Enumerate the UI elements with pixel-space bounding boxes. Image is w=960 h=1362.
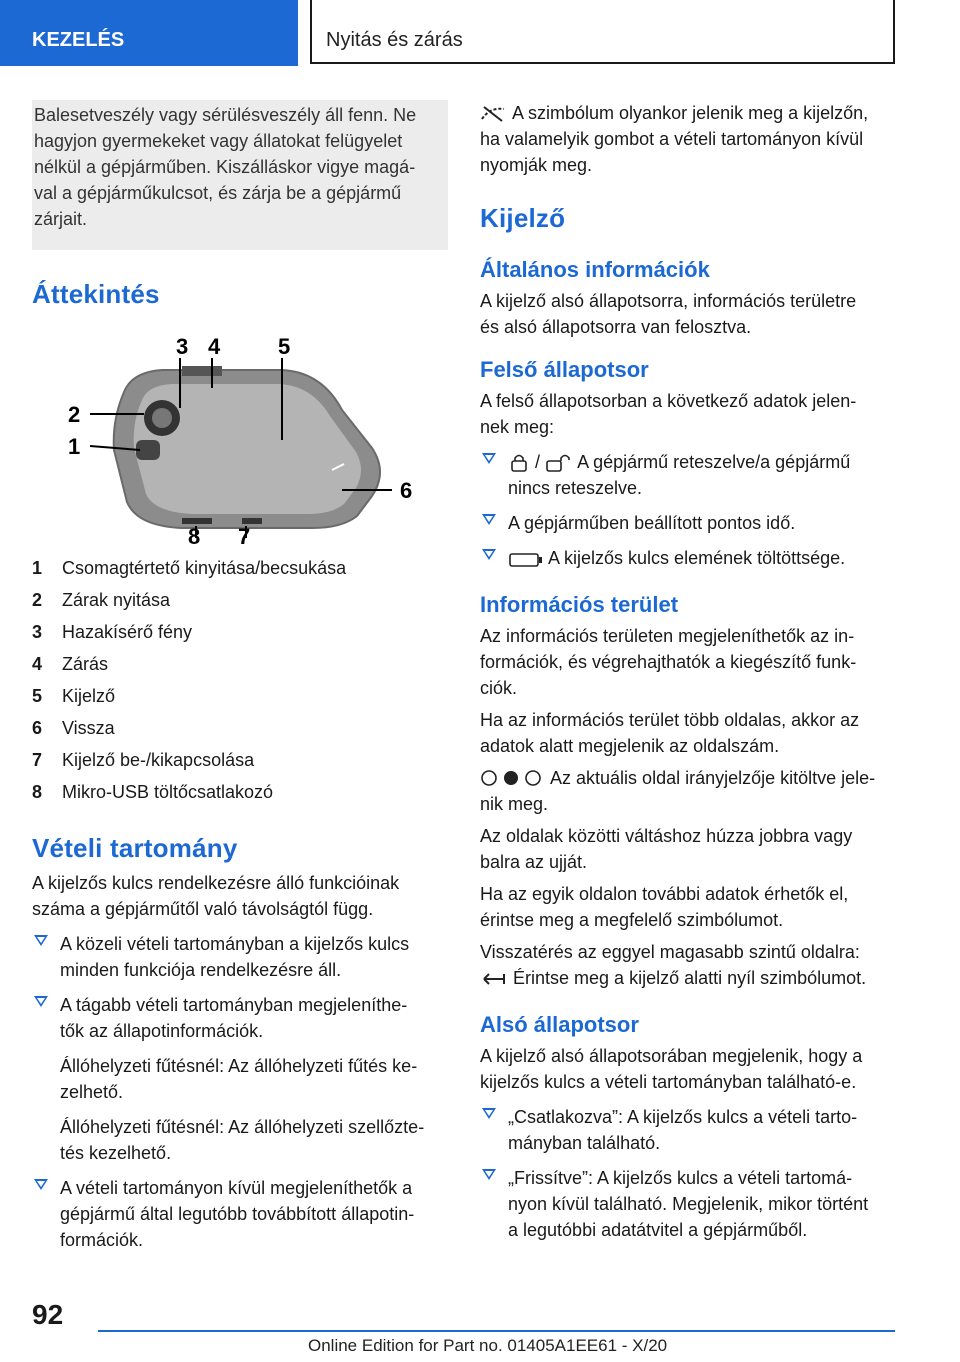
bullet-triangle-icon — [482, 1108, 496, 1119]
warning-line: Balesetveszély vagy sérülésveszély áll fenn. Ne — [34, 105, 417, 125]
page-indicator-icon — [480, 768, 546, 788]
top-bar-heading: Felső állapotsor — [480, 357, 649, 382]
bottom-bar-text: A kijelző alsó állapotsorában megjelenik, hogy a kijelzős kulcs a vételi tartományban található-e. — [480, 1046, 863, 1092]
key-figure — [32, 330, 448, 549]
warning-line: zárjait. — [34, 209, 88, 229]
legend-item — [32, 776, 448, 808]
bullet-triangle-icon — [34, 996, 48, 1007]
list-item: A közeli vételi tartományban a kijelzős kulcs minden funkciója rendelkezésre áll. — [32, 931, 448, 983]
info-text: Ha az egyik oldalon további adatok érhetők el, érintse meg a megfelelő szimbólumot. — [480, 884, 849, 930]
edition-footer: Online Edition for Part no. 01405A1EE61 - X/20 — [308, 1336, 668, 1355]
battery-icon — [508, 552, 544, 568]
legend-text: Mikro-USB töltőcsatlakozó — [62, 782, 274, 802]
list-item: A tágabb vételi tartományban megjeleníthe- tők az állapotinformációk. Állóhelyzeti fűtésnél: Az állóhelyzeti fűtés ke- zelhető. Állóhelyzeti fűtésnél: Az állóhelyzeti szellőzte- tés kezelhető. — [32, 992, 448, 1166]
bottom-bar-heading: Alsó állapotsor — [480, 1012, 639, 1037]
warning-line: hagyjon gyermekeket vagy állatokat felügyelet — [34, 131, 403, 151]
info-text: Az oldalak közötti váltáshoz húzza jobbra vagy balra az ujját. — [480, 826, 853, 872]
page-number: 92 — [32, 1299, 64, 1330]
list-subtext: Állóhelyzeti fűtésnél: Az állóhelyzeti fűtés ke- zelhető. — [60, 1056, 418, 1102]
range-intro: A kijelzős kulcs rendelkezésre álló funkcióinak száma a gépjárműtől való távolságtól függ. — [32, 873, 400, 919]
legend-number: 3 — [32, 622, 43, 642]
callout-6: 6 — [400, 478, 413, 503]
callout-8: 8 — [188, 524, 201, 549]
section-title: Nyitás és zárás — [310, 0, 895, 64]
callout-5: 5 — [278, 334, 291, 359]
bullet-triangle-icon — [482, 514, 496, 525]
legend-text: Csomagtértető kinyitása/becsukása — [62, 558, 347, 578]
legend-text: Hazakísérő fény — [62, 622, 193, 642]
legend-item — [32, 584, 448, 616]
legend-item — [32, 744, 448, 776]
bullet-triangle-icon — [482, 549, 496, 560]
legend-number: 5 — [32, 686, 43, 706]
list-item: A vételi tartományon kívül megjeleníthetők a gépjármű által legutóbb továbbított állapotin- formációk. — [32, 1175, 448, 1253]
legend-number: 1 — [32, 558, 43, 578]
list-item: A kijelzős kulcs elemének töltöttsége. — [480, 545, 895, 571]
legend-number: 4 — [32, 654, 43, 674]
info-text: Az aktuális oldal irányjelzője kitöltve jele- nik meg. — [480, 768, 876, 814]
info-area-heading: Információs terület — [480, 592, 679, 617]
legend-number: 2 — [32, 590, 43, 610]
list-item: „Csatlakozva”: A kijelzős kulcs a vételi tarto- mányban található. — [480, 1104, 895, 1156]
top-bar-list — [480, 449, 895, 571]
out-of-range-icon — [480, 105, 508, 123]
legend-item — [32, 648, 448, 680]
bullet-triangle-icon — [482, 1169, 496, 1180]
info-text: Visszatérés az eggyel magasabb szintű oldalra: Érintse meg a kijelző alatti nyíl szimbólumot. — [480, 942, 867, 988]
back-arrow-icon — [480, 970, 508, 988]
legend-number: 6 — [32, 718, 43, 738]
list-item: / A gépjármű reteszelve/a gépjármű nincs reteszelve. — [480, 449, 895, 501]
right-column — [480, 100, 895, 1243]
legend-number: 7 — [32, 750, 43, 770]
general-text: A kijelző alsó állapotsorra, információs területre és alsó állapotsorra van felosztva. — [480, 291, 857, 337]
overview-heading: Áttekintés — [32, 279, 160, 309]
warning-box — [32, 100, 448, 250]
legend-text: Kijelző be-/kikapcsolása — [62, 750, 255, 770]
footer-divider — [98, 1330, 895, 1332]
legend-text: Zárak nyitása — [62, 590, 171, 610]
legend-text: Kijelző — [62, 686, 116, 706]
callout-3: 3 — [176, 334, 189, 359]
warning-line: nélkül a gépjárműben. Kiszálláskor vigye magá- — [34, 157, 416, 177]
top-bar-text: A felső állapotsorban a következő adatok jelen- nek meg: — [480, 391, 857, 437]
display-heading: Kijelző — [480, 203, 566, 233]
info-text: Az információs területen megjeleníthetők az in- formációk, és végrehajthatók a kiegészítő funk- ciók. — [480, 626, 857, 698]
legend-number: 8 — [32, 782, 43, 802]
range-list — [32, 931, 448, 1253]
legend-text: Zárás — [62, 654, 109, 674]
legend-item — [32, 680, 448, 712]
general-heading: Általános információk — [480, 257, 710, 282]
legend-item — [32, 616, 448, 648]
bullet-triangle-icon — [34, 1179, 48, 1190]
warning-line: val a gépjárműkulcsot, és zárja be a gépjármű — [34, 183, 402, 203]
callout-2: 2 — [68, 402, 81, 427]
bottom-bar-list — [480, 1104, 895, 1243]
range-heading: Vételi tartomány — [32, 833, 238, 863]
list-subtext: Állóhelyzeti fűtésnél: Az állóhelyzeti szellőzte- tés kezelhető. — [60, 1117, 425, 1163]
legend-item — [32, 552, 448, 584]
symbol-note: A szimbólum olyankor jelenik meg a kijelzőn, ha valamelyik gombot a vételi tartományon kívül nyomják meg. — [480, 103, 869, 175]
legend-item — [32, 712, 448, 744]
info-text: Ha az információs terület több oldalas, akkor az adatok alatt megjelenik az oldalszám. — [480, 710, 860, 756]
list-item: „Frissítve”: A kijelzős kulcs a vételi tartomá- nyon kívül található. Megjelenik, mikor történt a legutóbbi adatátvitel a gépjárműből. — [480, 1165, 895, 1243]
display-key-illustration — [32, 330, 448, 550]
callout-1: 1 — [68, 434, 81, 459]
list-item: A gépjárműben beállított pontos idő. — [480, 510, 895, 536]
legend-text: Vissza — [62, 718, 115, 738]
figure-legend — [32, 552, 448, 808]
lock-open-icon — [545, 452, 573, 472]
chapter-tab: KEZELÉS — [0, 0, 298, 66]
callout-4: 4 — [208, 334, 221, 359]
lock-closed-icon — [508, 452, 530, 472]
bullet-triangle-icon — [482, 453, 496, 464]
bullet-triangle-icon — [34, 935, 48, 946]
page-header — [0, 0, 960, 66]
left-column — [32, 100, 448, 1253]
callout-7: 7 — [238, 524, 251, 549]
